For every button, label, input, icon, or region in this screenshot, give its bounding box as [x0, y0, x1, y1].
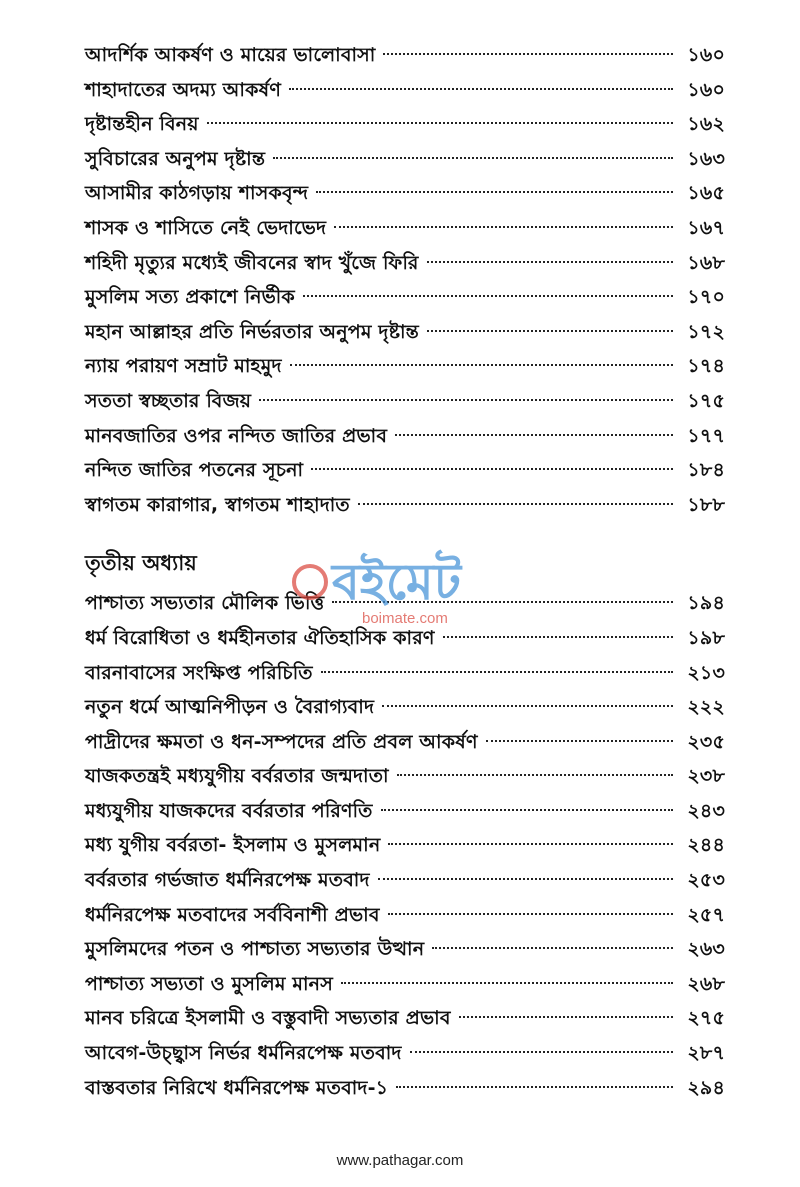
dot-leader: [388, 843, 673, 845]
dot-leader: [259, 399, 673, 401]
toc-entry: [85, 621, 725, 656]
dot-leader: [427, 330, 673, 332]
toc-entry-title: ধর্ম বিরোধিতা ও ধর্মহীনতার ঐতিহাসিক কারণ: [85, 626, 435, 649]
toc-entry-title: যাজকতন্ত্রই মধ্যযুগীয় বর্বরতার জন্মদাতা: [85, 765, 389, 788]
toc-entry-title: শাহাদাতের অদম্য আকর্ষণ: [85, 78, 282, 101]
toc-entry-page: ২৭৫: [687, 1007, 725, 1030]
toc-entry: [85, 1001, 725, 1036]
toc-entry: [85, 315, 725, 350]
watermark-text: বইমেট: [332, 553, 461, 611]
toc-entry-title: ধর্মনিরপেক্ষ মতবাদের সর্ববিনাশী প্রভাব: [85, 903, 380, 926]
toc-entry: [85, 586, 725, 621]
dot-leader: [388, 913, 673, 915]
toc-section-2: [85, 586, 725, 1105]
toc-entry-title: মধ্য যুগীয় বর্বরতা- ইসলাম ও মুসলমান: [85, 834, 381, 857]
toc-entry-title: ন্যায় পরায়ণ সম্রাট মাহমুদ: [85, 355, 282, 378]
toc-entry-title: বারনাবাসের সংক্ষিপ্ত পরিচিতি: [85, 661, 313, 684]
dot-leader: [383, 53, 673, 55]
toc-entry: [85, 828, 725, 863]
toc-entry: [85, 384, 725, 419]
toc-entry-page: ১৭৪: [687, 355, 725, 378]
watermark-url: boimate.com: [362, 610, 448, 627]
dot-leader: [358, 503, 673, 505]
toc-entry-title: মুসলিমদের পতন ও পাশ্চাত্য সভ্যতার উত্থান: [85, 938, 425, 961]
dot-leader: [303, 295, 673, 297]
toc-entry: [85, 656, 725, 691]
toc-entry: [85, 794, 725, 829]
toc-entry-page: ১৯৪: [687, 592, 725, 615]
toc-entry: [85, 142, 725, 177]
toc-entry: [85, 246, 725, 281]
toc-section-1: [85, 38, 725, 522]
toc-entry-page: ২৬৮: [687, 972, 725, 995]
toc-entry-page: ২৩৫: [687, 730, 725, 753]
table-of-contents: [85, 38, 725, 1105]
dot-leader: [427, 261, 673, 263]
dot-leader: [341, 982, 673, 984]
toc-entry: [85, 967, 725, 1002]
toc-entry: [85, 690, 725, 725]
toc-entry-title: মুসলিম সত্য প্রকাশে নির্ভীক: [85, 286, 295, 309]
toc-entry-page: ১৬৮: [687, 251, 725, 274]
toc-entry-title: সুবিচারের অনুপম দৃষ্টান্ত: [85, 147, 266, 170]
toc-entry-title: পাদ্রীদের ক্ষমতা ও ধন-সম্পদের প্রতি প্রবল আকর্ষণ: [85, 730, 478, 753]
toc-entry-page: ১৬০: [687, 78, 725, 101]
toc-entry: [85, 73, 725, 108]
toc-entry-page: ২৮৭: [687, 1042, 725, 1065]
dot-leader: [311, 468, 673, 470]
toc-entry-title: আদর্শিক আকর্ষণ ও মায়ের ভালোবাসা: [85, 44, 376, 66]
toc-entry-title: শাসক ও শাসিতে নেই ভেদাভেদ: [85, 216, 327, 239]
dot-leader: [486, 740, 673, 742]
dot-leader: [432, 947, 673, 949]
toc-entry: [85, 453, 725, 488]
toc-entry: [85, 211, 725, 246]
toc-entry-page: ১৭৭: [687, 424, 725, 447]
dot-leader: [334, 226, 673, 228]
toc-entry: [85, 280, 725, 315]
toc-entry-title: সততা স্বচ্ছতার বিজয়: [85, 389, 252, 412]
toc-entry-title: মধ্যযুগীয় যাজকদের বর্বরতার পরিণতি: [85, 799, 373, 822]
dot-leader: [273, 157, 673, 159]
dot-leader: [332, 601, 673, 603]
toc-entry-page: ১৬০: [687, 44, 725, 66]
dot-leader: [382, 705, 673, 707]
toc-entry: [85, 863, 725, 898]
toc-entry-title: বাস্তবতার নিরিখে ধর্মনিরপেক্ষ মতবাদ-১: [85, 1076, 389, 1099]
toc-entry-page: ১৮৪: [687, 459, 725, 482]
toc-entry: [85, 759, 725, 794]
toc-entry-page: ২৬৩: [687, 938, 725, 961]
toc-entry: [85, 349, 725, 384]
toc-entry-title: নন্দিত জাতির পতনের সূচনা: [85, 459, 304, 482]
toc-entry-title: শহিদী মৃত্যুর মধ্যেই জীবনের স্বাদ খুঁজে ফিরি: [85, 251, 419, 274]
chapter-heading: তৃতীয় অধ্যায়: [85, 551, 197, 576]
toc-entry-page: ১৬৫: [687, 182, 725, 205]
dot-leader: [290, 364, 673, 366]
toc-entry-page: ২১৩: [687, 661, 725, 684]
toc-entry-title: নতুন ধর্মে আত্মনিপীড়ন ও বৈরাগ্যবাদ: [85, 696, 375, 719]
toc-entry-title: আবেগ-উচ্ছ্বাস নির্ভর ধর্মনিরপেক্ষ মতবাদ: [85, 1042, 402, 1065]
toc-entry-title: পাশ্চাত্য সভ্যতা ও মুসলিম মানস: [85, 972, 333, 995]
toc-entry: [85, 932, 725, 967]
toc-entry-page: ১৭৫: [687, 389, 725, 412]
toc-entry-page: ২৪৪: [687, 834, 725, 857]
toc-entry-title: মানব চরিত্রে ইসলামী ও বস্তুবাদী সভ্যতার প্রভাব: [85, 1007, 451, 1030]
dot-leader: [397, 774, 673, 776]
toc-entry: [85, 1071, 725, 1106]
toc-entry: [85, 419, 725, 454]
toc-entry-page: ১৮৮: [687, 493, 725, 516]
toc-entry-page: ২৯৪: [687, 1076, 725, 1099]
dot-leader: [316, 191, 673, 193]
toc-entry-title: স্বাগতম কারাগার, স্বাগতম শাহাদাত: [85, 493, 350, 516]
dot-leader: [459, 1016, 673, 1018]
toc-entry-page: ২২২: [687, 696, 725, 719]
toc-entry-page: ২৫৩: [687, 869, 725, 892]
toc-entry-page: ২৪৩: [687, 799, 725, 822]
toc-entry: [85, 488, 725, 523]
toc-entry-page: ১৭২: [687, 320, 725, 343]
toc-entry: [85, 176, 725, 211]
toc-entry: [85, 1036, 725, 1071]
toc-entry-page: ১৬২: [687, 113, 725, 136]
toc-entry-title: আসামীর কাঠগড়ায় শাসকবৃন্দ: [85, 182, 309, 205]
dot-leader: [443, 636, 673, 638]
dot-leader: [396, 1086, 673, 1088]
toc-entry-title: পাশ্চাত্য সভ্যতার মৌলিক ভিত্তি: [85, 592, 325, 615]
toc-entry-page: ১৯৮: [687, 626, 725, 649]
toc-entry-page: ২৩৮: [687, 765, 725, 788]
dot-leader: [410, 1051, 673, 1053]
dot-leader: [378, 878, 673, 880]
toc-entry-page: ১৬৩: [687, 147, 725, 170]
toc-entry: [85, 107, 725, 142]
toc-entry-title: মহান আল্লাহর প্রতি নির্ভরতার অনুপম দৃষ্টান্ত: [85, 320, 419, 343]
toc-entry: [85, 38, 725, 73]
dot-leader: [207, 122, 673, 124]
footer-url: www.pathagar.com: [336, 1152, 464, 1169]
dot-leader: [321, 671, 673, 673]
toc-entry-title: দৃষ্টান্তহীন বিনয়: [85, 113, 199, 136]
toc-entry-page: ১৬৭: [687, 216, 725, 239]
toc-entry-title: বর্বরতার গর্ভজাত ধর্মনিরপেক্ষ মতবাদ: [85, 869, 370, 892]
toc-entry-page: ১৭০: [687, 286, 725, 309]
dot-leader: [395, 434, 673, 436]
toc-entry: [85, 725, 725, 760]
toc-entry: [85, 898, 725, 933]
dot-leader: [381, 809, 673, 811]
toc-entry-page: ২৫৭: [687, 903, 725, 926]
dot-leader: [289, 88, 673, 90]
toc-entry-title: মানবজাতির ওপর নন্দিত জাতির প্রভাব: [85, 424, 388, 447]
